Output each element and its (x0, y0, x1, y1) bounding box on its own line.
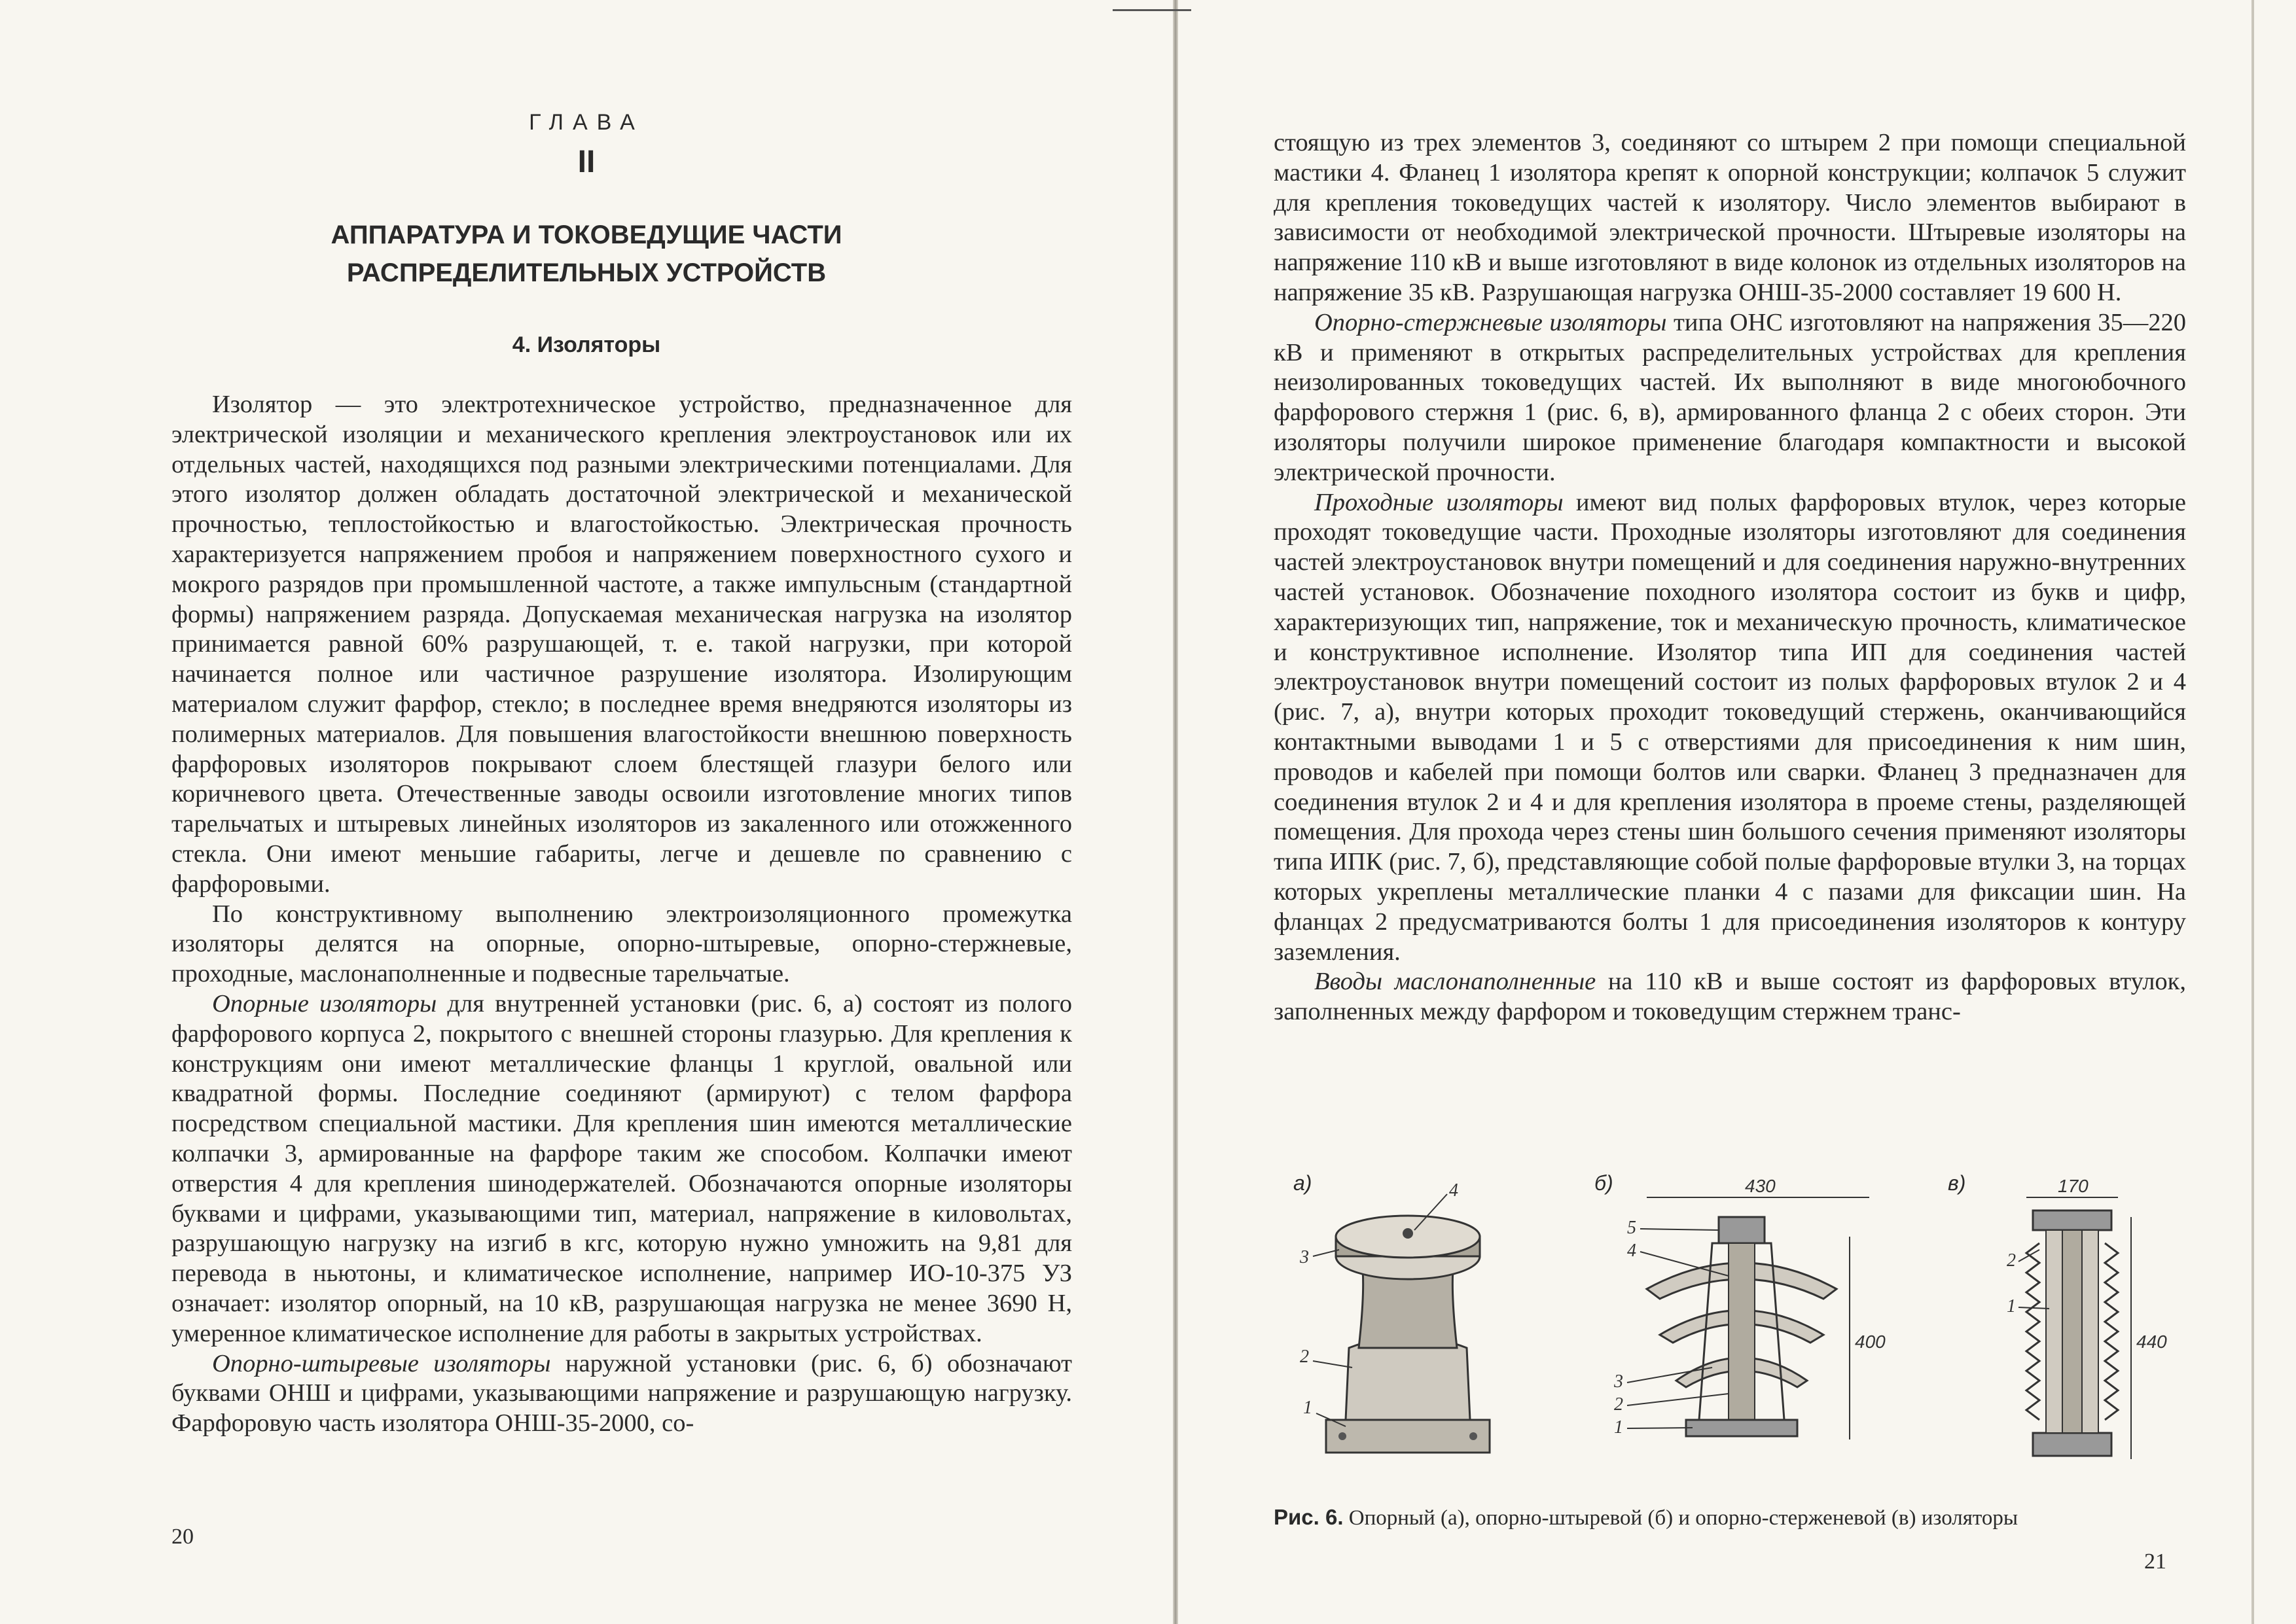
term-oporno-shtyrevye: Опорно-штыревые изоляторы (212, 1349, 551, 1377)
figure-label-c: в) (1948, 1171, 1966, 1195)
right-paragraph-3 (1274, 488, 2186, 968)
callout-a-2: 2 (1300, 1347, 1309, 1367)
left-text-column (171, 390, 1072, 1439)
page-number-left: 20 (171, 1525, 194, 1549)
book-spine (1173, 0, 1178, 1624)
dim-c-height: 440 (2136, 1332, 2167, 1352)
top-rule (1113, 9, 1191, 11)
right-paragraph-2 (1274, 308, 2186, 488)
right-paragraph-1: стоящую из трех элементов 3, соединяют со штырем 2 при помощи специальной мастики 4. Фланец 1 изолятора крепят к опорной конструкции; колпачок 5 служит для крепления токоведущих частей к изолятору. Число элементов выбирают в зависимости от необходимой электрической прочности. Штыревые изоляторы на напряжение 110 кВ и выше изготовляют в виде колонок из отдельных изоляторов на напряжение 35 кВ. Разрушающая нагрузка ОНШ-35-2000 составляет 19 600 Н. (1274, 129, 2186, 306)
callout-b-2: 2 (1614, 1394, 1623, 1415)
dim-b-height: 400 (1855, 1332, 1886, 1352)
callout-b-3: 3 (1614, 1371, 1623, 1392)
right-text-column (1274, 128, 2186, 1027)
insulator-a-drawing (1287, 1180, 1535, 1472)
caption-text: Опорный (а), опорно-штыревой (б) и опорно-стерженевой (в) изоляторы (1343, 1506, 2018, 1530)
chapter-label: ГЛАВА (529, 110, 644, 135)
callout-c-2: 2 (2007, 1250, 2016, 1271)
page-number-right: 21 (2144, 1549, 2166, 1574)
chapter-title-line2: РАСПРЕДЕЛИТЕЛЬНЫХ УСТРОЙСТВ (346, 258, 827, 287)
figure-6-caption (1274, 1505, 2186, 1530)
term-vvody: Вводы маслонаполненные (1314, 968, 1596, 996)
left-paragraph-2: По конструктивному выполнению электроизоляционного промежутка изоляторы делятся на опорные, опорно-штыревые, опорно-стержневые, проходные, маслонаполненные и подвесные тарельчатые. (171, 900, 1072, 988)
callout-a-3: 3 (1300, 1247, 1309, 1267)
insulator-c-drawing (1941, 1171, 2167, 1472)
page-edge-rule (2251, 0, 2254, 1624)
callout-b-1: 1 (1614, 1417, 1623, 1438)
callout-a-1: 1 (1303, 1398, 1312, 1418)
caption-label: Рис. 6. (1274, 1505, 1344, 1529)
section-title: 4. Изоляторы (512, 332, 661, 357)
figure-6 (1274, 1158, 2186, 1498)
right-paragraph-3-text: имеют вид полых фарфоровых втулок, через которые проходят токоведущие части. Проходные изоляторы изготовляют для соединения частей электроустановок внутри помещений и для соединения наружно-внутренних частей установок. Обозначение походного изолятора состоит из букв и цифр, характеризующих тип, напряжение, ток и механическую прочность, климатическое и конструктивное исполнение. Изолятор типа ИП для соединения частей электроустановок внутри помещений состоит из полых фарфоровых втулок 2 и 4 (рис. 7, а), внутри которых проходит токоведущий стержень, оканчивающийся контактными выводами 1 и 5 с отверстиями для присоединения к ним шин, проводов и кабелей при помощи болтов или сварки. Фланец 3 предназначен для соединения втулок 2 и 4 и для крепления изолятора в проеме стены, разделяющей помещения. Для прохода через стены шин большого сечения применяют изоляторы типа ИПК (рис. 7, б), представляющие собой полые фарфоровые втулки 3, на торцах которых укреплены металлические планки 4 с пазами для фиксации шин. На фланцах 2 предусматриваются болты 1 для присоединения изоляторов к контуру заземления. (1274, 488, 2186, 966)
left-paragraph-3-text: для внутренней установки (рис. 6, а) состоят из полого фарфорового корпуса 2, покрытого с внешней стороны глазурью. Для крепления к конструкциям они имеют металлические фланцы 1 круглой, овальной или квадратной формы. Последние соединяют (армируют) с телом фарфора посредством специальной мастики. Для крепления шин имеются металлические колпачки 3, армированные на фарфоре таким же способом. Колпачки имеют отверстия 4 для крепления шинодержателей. Обозначаются опорные изоляторы буквами и цифрами, указывающими тип, материал, напряжение в киловольтах, разрушающую нагрузку на изгиб в кгс, которую нужно умножить на 9,81 для перевода в ньютоны, и климатическое исполнение, например ИО-10-375 УЗ означает: изолятор опорный, на 10 кВ, разрушающая нагрузка не менее 3690 Н, умеренное климатическое исполнение для работы в закрытых устройствах. (171, 989, 1073, 1347)
callout-c-1: 1 (2007, 1296, 2016, 1316)
dim-c-width: 170 (2058, 1176, 2089, 1196)
figure-label-a: а) (1293, 1171, 1312, 1195)
left-paragraph-4 (171, 1349, 1072, 1439)
callout-b-5: 5 (1627, 1218, 1636, 1238)
left-paragraph-3 (171, 989, 1072, 1349)
right-paragraph-2-text: типа ОНС изготовляют на напряжения 35—220 кВ и применяют в открытых распределительных устройствах для крепления неизолированных токоведущих частей. Их выполняют в виде многоюбочного фарфорового стержня 1 (рис. 6, в), армированного фланца 2 с обеих сторон. Эти изоляторы получили широкое применение благодаря компактности и высокой электрической прочности. (1274, 308, 2186, 486)
insulator-b-drawing (1588, 1171, 1889, 1472)
right-paragraph-4 (1274, 967, 2186, 1027)
term-oporno-sterzhnevye: Опорно-стержневые изоляторы (1314, 308, 1667, 336)
term-prokhodnye: Проходные изоляторы (1314, 488, 1564, 516)
left-paragraph-4-text: наружной установки (рис. 6, б) обозначают буквами ОНШ и цифрами, указывающими напряжение и разрушающую нагрузку. Фарфоровую часть изолятора ОНШ-35-2000, со- (171, 1349, 1072, 1438)
chapter-title-line1: АППАРАТУРА И ТОКОВЕДУЩИЕ ЧАСТИ (331, 221, 842, 249)
right-paragraph-4-text: на 110 кВ и выше состоят из фарфоровых втулок, заполненных между фарфором и токоведущим стержнем транс- (1274, 968, 2186, 1026)
left-paragraph-1: Изолятор — это электротехническое устройство, предназначенное для электрической изоляции и механического крепления электроустановок или их отдельных частей, находящихся под разными электрическими потенциалами. Для этого изолятор должен обладать достаточной электрической и механической прочностью, теплостойкостью и влагостойкостью. Электрическая прочность характеризуется напряжением пробоя и напряжением поверхностного сухого и мокрого разрядов при промышленной частоте, а также импульсным (стандартной формы) напряжением разряда. Допускаемая механическая нагрузка на изолятор принимается равной 60% разрушающей, т. е. такой нагрузки, при которой начинается полное или частичное разрушение изолятора. Изолирующим материалом служит фарфор, стекло; в последнее время внедряются изоляторы из полимерных материалов. Для повышения влагостойкости внешнюю поверхность фарфоровых изоляторов покрывают слоем блестящей глазури белого или коричневого цвета. Отечественные заводы освоили изготовление многих типов тарельчатых и штыревых линейных изоляторов из закаленного или отожженного стекла. Они имеют меньшие габариты, легче и дешевле по сравнению с фарфоровыми. (171, 391, 1072, 898)
figure-label-b: б) (1594, 1171, 1613, 1195)
chapter-title (0, 216, 1173, 292)
chapter-number: II (577, 145, 596, 179)
callout-b-4: 4 (1627, 1241, 1636, 1261)
callout-a-4: 4 (1449, 1180, 1458, 1201)
term-opornye: Опорные изоляторы (212, 989, 437, 1017)
dim-b-width: 430 (1745, 1176, 1776, 1196)
